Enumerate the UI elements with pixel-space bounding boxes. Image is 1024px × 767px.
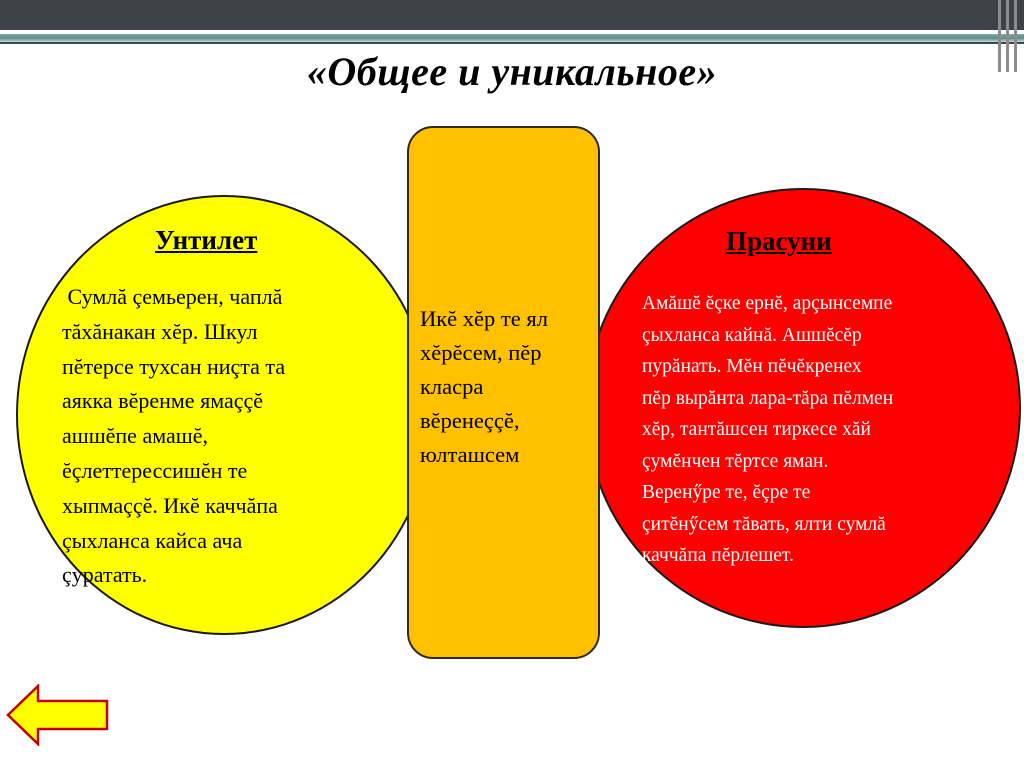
- right-text-line: хĕр, тантăшсен тиркесе хăй: [642, 419, 871, 440]
- left-circle-text: [62, 280, 382, 593]
- right-text-line: Амăшĕ ĕçке ернĕ, арçынсемпе: [642, 293, 893, 314]
- right-text-line: çумĕнчен тĕртсе яман.: [642, 450, 829, 472]
- center-text-line: Икĕ хĕр те ял: [420, 306, 548, 331]
- left-text-line: çуратать.: [62, 562, 148, 588]
- right-text-line: пĕр вырăнта лара-тăра пĕлмен: [642, 387, 894, 409]
- left-arrow-icon: [6, 684, 110, 746]
- right-text-line: пурăнать. Мĕн пĕчĕкренех: [642, 356, 862, 377]
- right-text-line: каччăпа пĕрлешет.: [642, 545, 794, 566]
- center-text-line: класра: [420, 374, 484, 399]
- center-text-line: вĕренеççĕ,: [420, 408, 520, 433]
- left-text-line: пĕтерсе тухсан ниçта та: [62, 353, 286, 379]
- left-text-line: ашшĕпе амашĕ,: [62, 423, 208, 449]
- left-text-line: тăхăнакан хĕр. Шкул: [62, 318, 258, 344]
- right-circle-heading: Прасуни: [726, 226, 832, 256]
- left-text-line: ĕçлеттерессишĕн те: [62, 457, 248, 483]
- center-panel-text: [420, 302, 596, 472]
- left-text-line: аякка вĕренме ямаççĕ: [62, 388, 264, 414]
- left-text-line: Сумлă çемьерен, чаплă: [62, 284, 283, 309]
- center-text-line: хĕрĕсем, пĕр: [420, 340, 542, 365]
- center-text-line: юлташсем: [420, 442, 520, 467]
- right-circle-text: [642, 288, 1002, 572]
- back-button[interactable]: [6, 684, 110, 746]
- left-text-line: çыхланса кайса ача: [62, 527, 243, 553]
- right-text-line: Веренӳре те, ĕçре те: [642, 482, 811, 503]
- left-text-line: хыпмаççĕ. Икĕ каччăпа: [62, 492, 278, 518]
- right-text-line: çитĕнӳсем тăвать, ялти сумлă: [642, 513, 886, 535]
- top-accent-stripe: [0, 34, 1024, 42]
- slide-title: «Общее и уникальное»: [306, 49, 718, 94]
- right-text-line: çыхланса кайнă. Ашшĕсĕр: [642, 324, 862, 346]
- top-accent-line: [0, 42, 1024, 44]
- left-circle-heading: Унтилет: [155, 225, 258, 255]
- top-bar: [0, 0, 1024, 30]
